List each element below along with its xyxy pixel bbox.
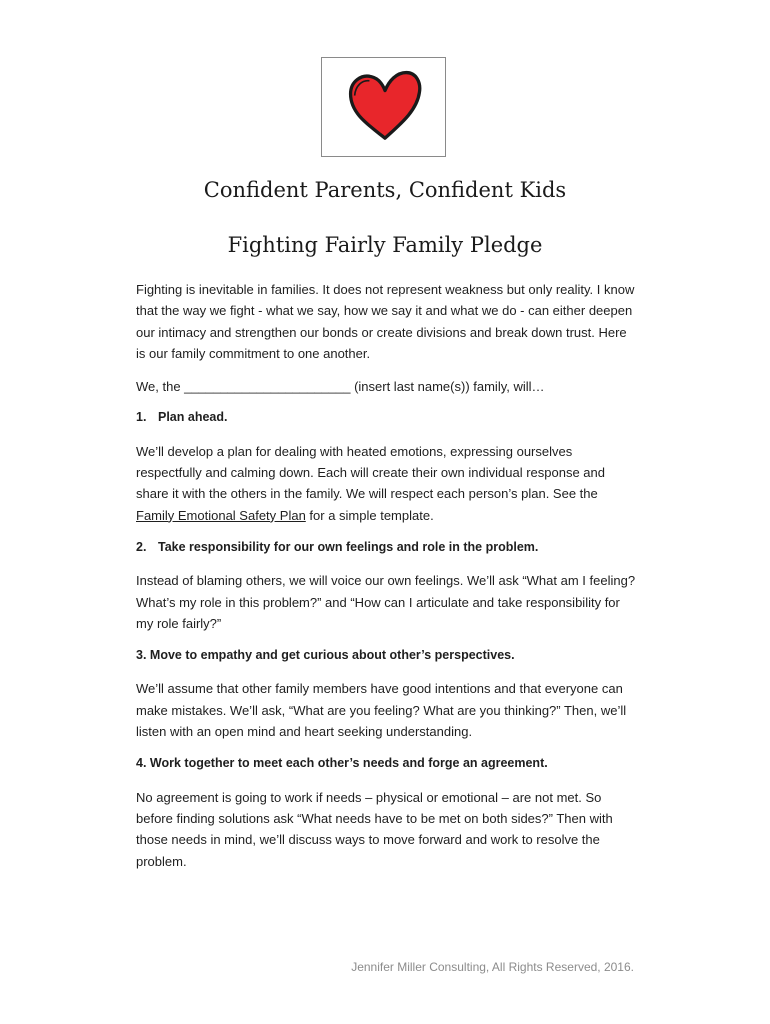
heart-icon (344, 66, 426, 148)
section-body-2: Instead of blaming others, we will voice our own feelings. We’ll ask “What am I feeling? What’s my role in this problem?” and “How can I articulate and take responsibility for my role fairly?” (136, 573, 636, 631)
section-heading-text: Move to empathy and get curious about other’s perspectives. (149, 648, 515, 663)
section-heading-text: Work together to meet each other’s needs and forge an agreement. (149, 756, 548, 771)
section-heading-1 (136, 407, 636, 428)
page-title: Confident Parents, Confident Kids (203, 178, 567, 202)
section-number: 2. (136, 539, 147, 554)
section-heading-text: Plan ahead. (158, 410, 228, 425)
section-heading-text: Take responsibility for our own feelings and role in the problem. (158, 539, 539, 554)
section-number: 1. (136, 410, 147, 425)
section-body-3: We’ll assume that other family members have good intentions and that everyone can make mistakes. We’ll ask, “What are you feeling? What are you thinking?” Then, we’ll listen with an open mind and heart seeking understanding. (136, 681, 627, 740)
section-number: 4. (136, 756, 147, 771)
family-emotional-safety-plan-link[interactable]: Family Emotional Safety Plan (136, 507, 306, 523)
section-heading-4 (136, 753, 636, 774)
section-heading-3 (136, 645, 636, 666)
logo-frame (321, 57, 446, 157)
page-subtitle: Fighting Fairly Family Pledge (227, 233, 543, 257)
intro-paragraph: Fighting is inevitable in families. It does not represent weakness but only reality. I know that the way we fight - what we say, how we say it and what we do - can either deepen our intimacy and strengthen our bonds or create divisions and break down trust. Here is our family commitment to one another. (136, 282, 635, 361)
section-heading-2 (136, 537, 636, 558)
section-body-text: for a simple template. (305, 507, 434, 523)
copyright-footer: Jennifer Miller Consulting, All Rights Reserved, 2016. (351, 960, 634, 974)
pledge-content (136, 279, 636, 883)
section-number: 3. (136, 648, 147, 663)
section-body-text: We’ll develop a plan for dealing with heated emotions, expressing ourselves respectfully and calming down. Each will create their own individual response and share it with the others in the family. We will respect each person’s plan. See the (136, 443, 605, 502)
we-line: We, the _______________________ (insert last name(s)) family, will… (136, 379, 545, 395)
section-body-4: No agreement is going to work if needs – physical or emotional – are not met. So before finding solutions ask “What needs have to be met on both sides?” Then with those needs in mind, we’ll discuss ways to move forward and work to resolve the problem. (136, 789, 613, 869)
section-body-1 (136, 441, 636, 526)
